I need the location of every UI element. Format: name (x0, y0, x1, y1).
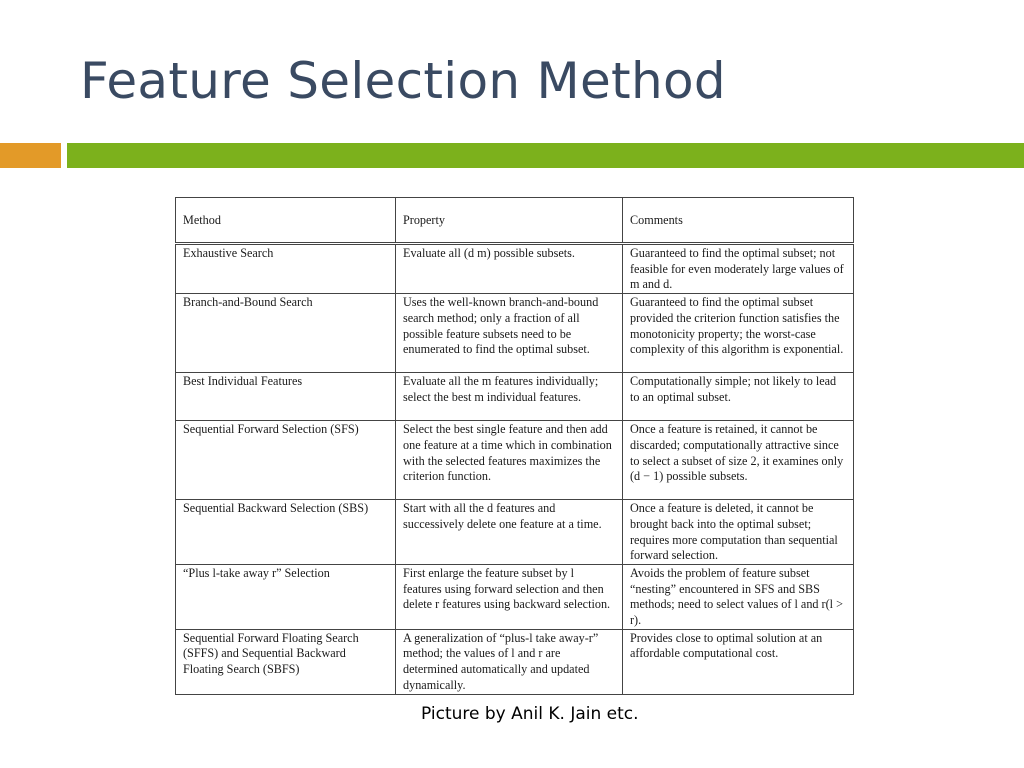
comments-cell: Guaranteed to find the optimal subset provided the criterion function satisfies the monotonicity property; the worst-case complexity of this algorithm is exponential. (623, 294, 854, 373)
comments-cell: Avoids the problem of feature subset “nesting” encountered in SFS and SBS methods; need to select values of l and r(l > r). (623, 564, 854, 629)
method-cell: Sequential Forward Floating Search (SFFS) and Sequential Backward Floating Search (SBFS) (176, 629, 396, 694)
property-cell: A generalization of “plus-l take away-r” method; the values of l and r are determined automatically and updated dynamically. (396, 629, 623, 694)
table-header-row (176, 198, 854, 244)
header-property: Property (396, 198, 623, 244)
property-cell: Uses the well-known branch-and-bound search method; only a fraction of all possible feature subsets need to be enumerated to find the optimal subset. (396, 294, 623, 373)
property-cell: Start with all the d features and successively delete one feature at a time. (396, 500, 623, 565)
accent-bar-green (67, 143, 1024, 168)
accent-bar-orange (0, 143, 61, 168)
property-cell: First enlarge the feature subset by l features using forward selection and then delete r features using backward selection. (396, 564, 623, 629)
method-cell: “Plus l-take away r” Selection (176, 564, 396, 629)
table-row (176, 244, 854, 294)
comments-cell: Provides close to optimal solution at an affordable computational cost. (623, 629, 854, 694)
header-method: Method (176, 198, 396, 244)
header-comments: Comments (623, 198, 854, 244)
table-row (176, 421, 854, 500)
table-row (176, 294, 854, 373)
property-cell: Select the best single feature and then add one feature at a time which in combination with the selected features maximizes the criterion function. (396, 421, 623, 500)
method-cell: Best Individual Features (176, 373, 396, 421)
method-cell: Sequential Backward Selection (SBS) (176, 500, 396, 565)
property-cell: Evaluate all the m features individually; select the best m individual features. (396, 373, 623, 421)
table-row (176, 564, 854, 629)
image-credit-caption: Picture by Anil K. Jain etc. (421, 704, 639, 724)
table-row (176, 373, 854, 421)
method-cell: Sequential Forward Selection (SFS) (176, 421, 396, 500)
table-row (176, 500, 854, 565)
slide-title: Feature Selection Method (80, 52, 726, 110)
comments-cell: Once a feature is retained, it cannot be discarded; computationally attractive since to select a subset of size 2, it examines only (d − 1) possible subsets. (623, 421, 854, 500)
comments-cell: Once a feature is deleted, it cannot be brought back into the optimal subset; requires more computation than sequential forward selection. (623, 500, 854, 565)
comments-cell: Computationally simple; not likely to lead to an optimal subset. (623, 373, 854, 421)
comments-cell: Guaranteed to find the optimal subset; not feasible for even moderately large values of m and d. (623, 244, 854, 294)
table-row (176, 629, 854, 694)
method-cell: Exhaustive Search (176, 244, 396, 294)
feature-selection-table (175, 197, 853, 693)
method-cell: Branch-and-Bound Search (176, 294, 396, 373)
property-cell: Evaluate all (d m) possible subsets. (396, 244, 623, 294)
